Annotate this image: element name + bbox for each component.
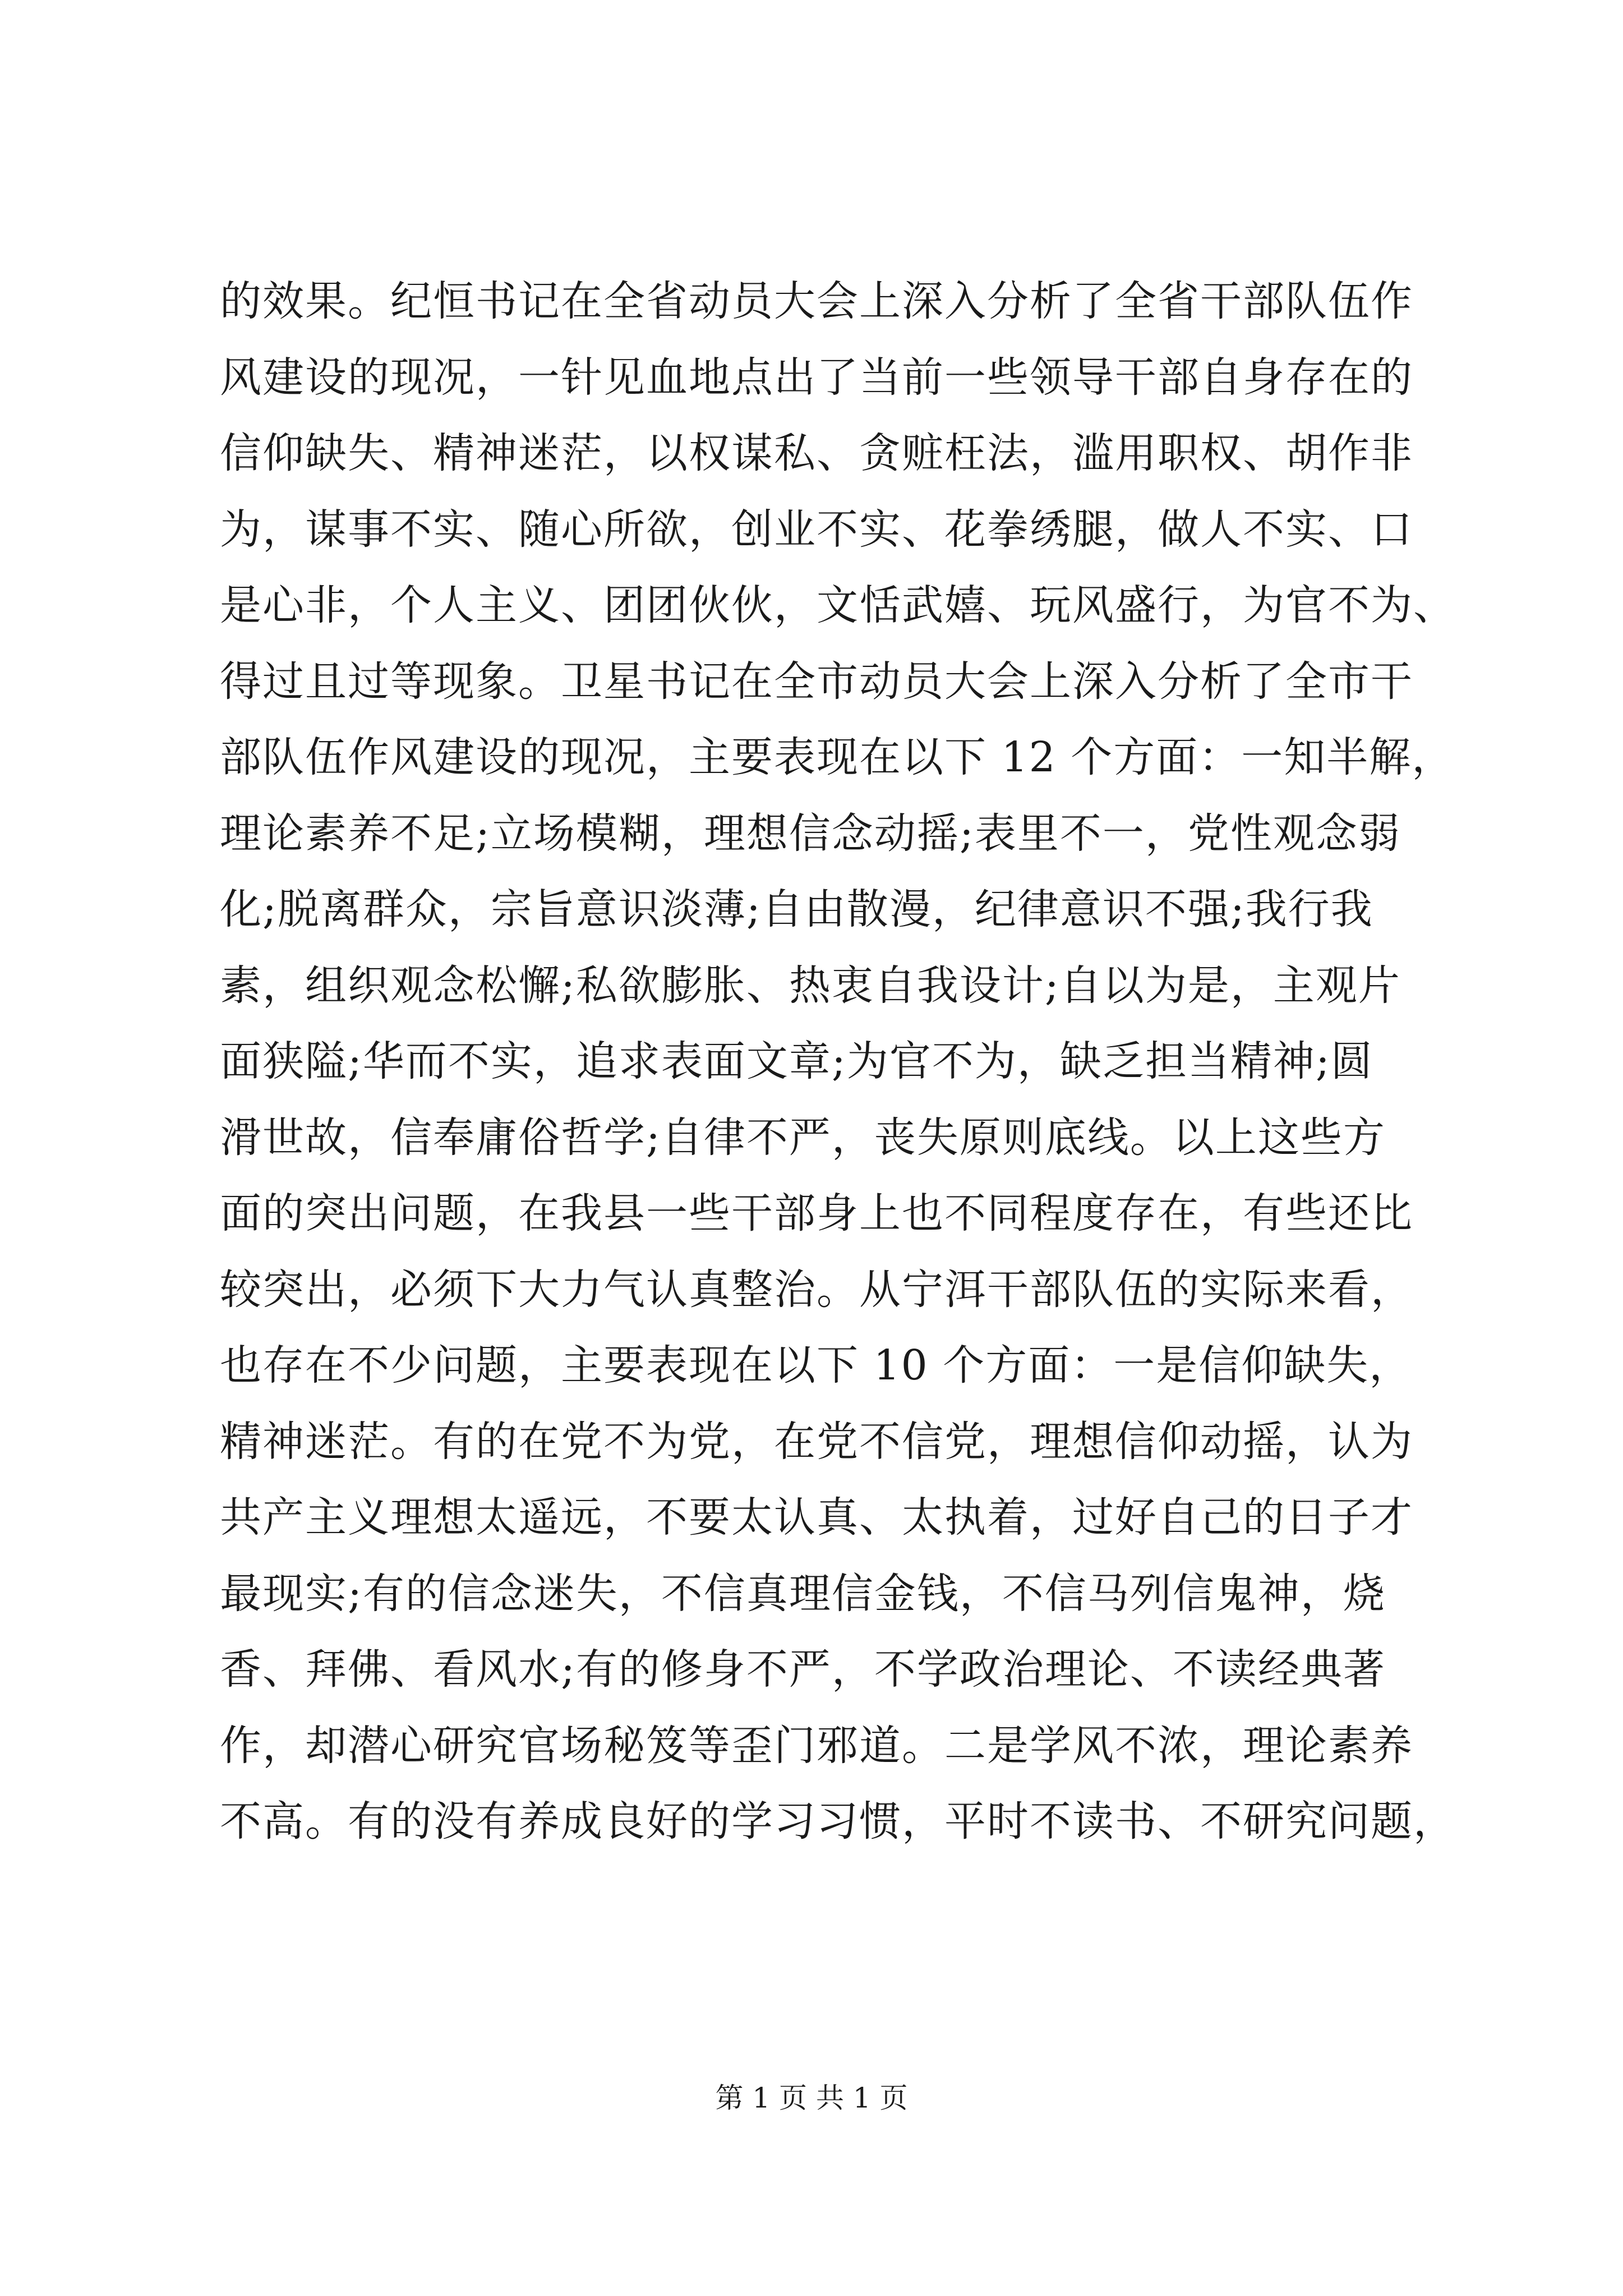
text-line: 得过且过等现象。卫星书记在全市动员大会上深入分析了全市干 [220, 657, 1413, 706]
page-footer: 第 1 页 共 1 页 [715, 2082, 908, 2114]
text-line: 共产主义理想太遥远，不要太认真、太执着，过好自己的日子才 [220, 1493, 1413, 1542]
text-line: 最现实;有的信念迷失，不信真理信金钱，不信马列信鬼神，烧 [220, 1569, 1386, 1618]
text-line: 部队伍作风建设的现况，主要表现在以下 12 个方面：一知半解， [220, 733, 1455, 781]
text-line: 化;脱离群众，宗旨意识淡薄;自由散漫，纪律意识不强;我行我 [220, 885, 1373, 933]
text-line: 香、拜佛、看风水;有的修身不严，不学政治理论、不读经典著 [220, 1645, 1386, 1694]
text-line: 不高。有的没有养成良好的学习习惯，平时不读书、不研究问题， [220, 1797, 1456, 1846]
text-line: 的效果。纪恒书记在全省动员大会上深入分析了全省干部队伍作 [220, 277, 1413, 325]
body-text [220, 264, 1456, 1860]
text-line: 面的突出问题，在我县一些干部身上也不同程度存在，有些还比 [220, 1189, 1413, 1237]
text-line: 精神迷茫。有的在党不为党，在党不信党，理想信仰动摇，认为 [220, 1417, 1413, 1466]
text-line: 理论素养不足;立场模糊，理想信念动摇;表里不一，党性观念弱 [220, 809, 1401, 858]
text-line: 滑世故，信奉庸俗哲学;自律不严，丧失原则底线。以上这些方 [220, 1113, 1386, 1162]
text-line: 较突出，必须下大力气认真整治。从宁洱干部队伍的实际来看， [220, 1265, 1413, 1314]
text-line: 素，组织观念松懈;私欲膨胀、热衷自我设计;自以为是，主观片 [220, 961, 1401, 1010]
text-line: 信仰缺失、精神迷茫，以权谋私、贪赃枉法，滥用职权、胡作非 [220, 429, 1413, 477]
text-line: 面狭隘;华而不实，追求表面文章;为官不为，缺乏担当精神;圆 [220, 1037, 1373, 1085]
text-line: 也存在不少问题，主要表现在以下 10 个方面：一是信仰缺失， [220, 1341, 1412, 1389]
text-line: 是心非，个人主义、团团伙伙，文恬武嬉、玩风盛行，为官不为、 [220, 581, 1456, 629]
text-line: 为，谋事不实、随心所欲，创业不实、花拳绣腿，做人不实、口 [220, 505, 1413, 554]
text-line: 作，却潜心研究官场秘笈等歪门邪道。二是学风不浓，理论素养 [220, 1721, 1413, 1770]
text-line: 风建设的现况，一针见血地点出了当前一些领导干部自身存在的 [220, 353, 1413, 402]
